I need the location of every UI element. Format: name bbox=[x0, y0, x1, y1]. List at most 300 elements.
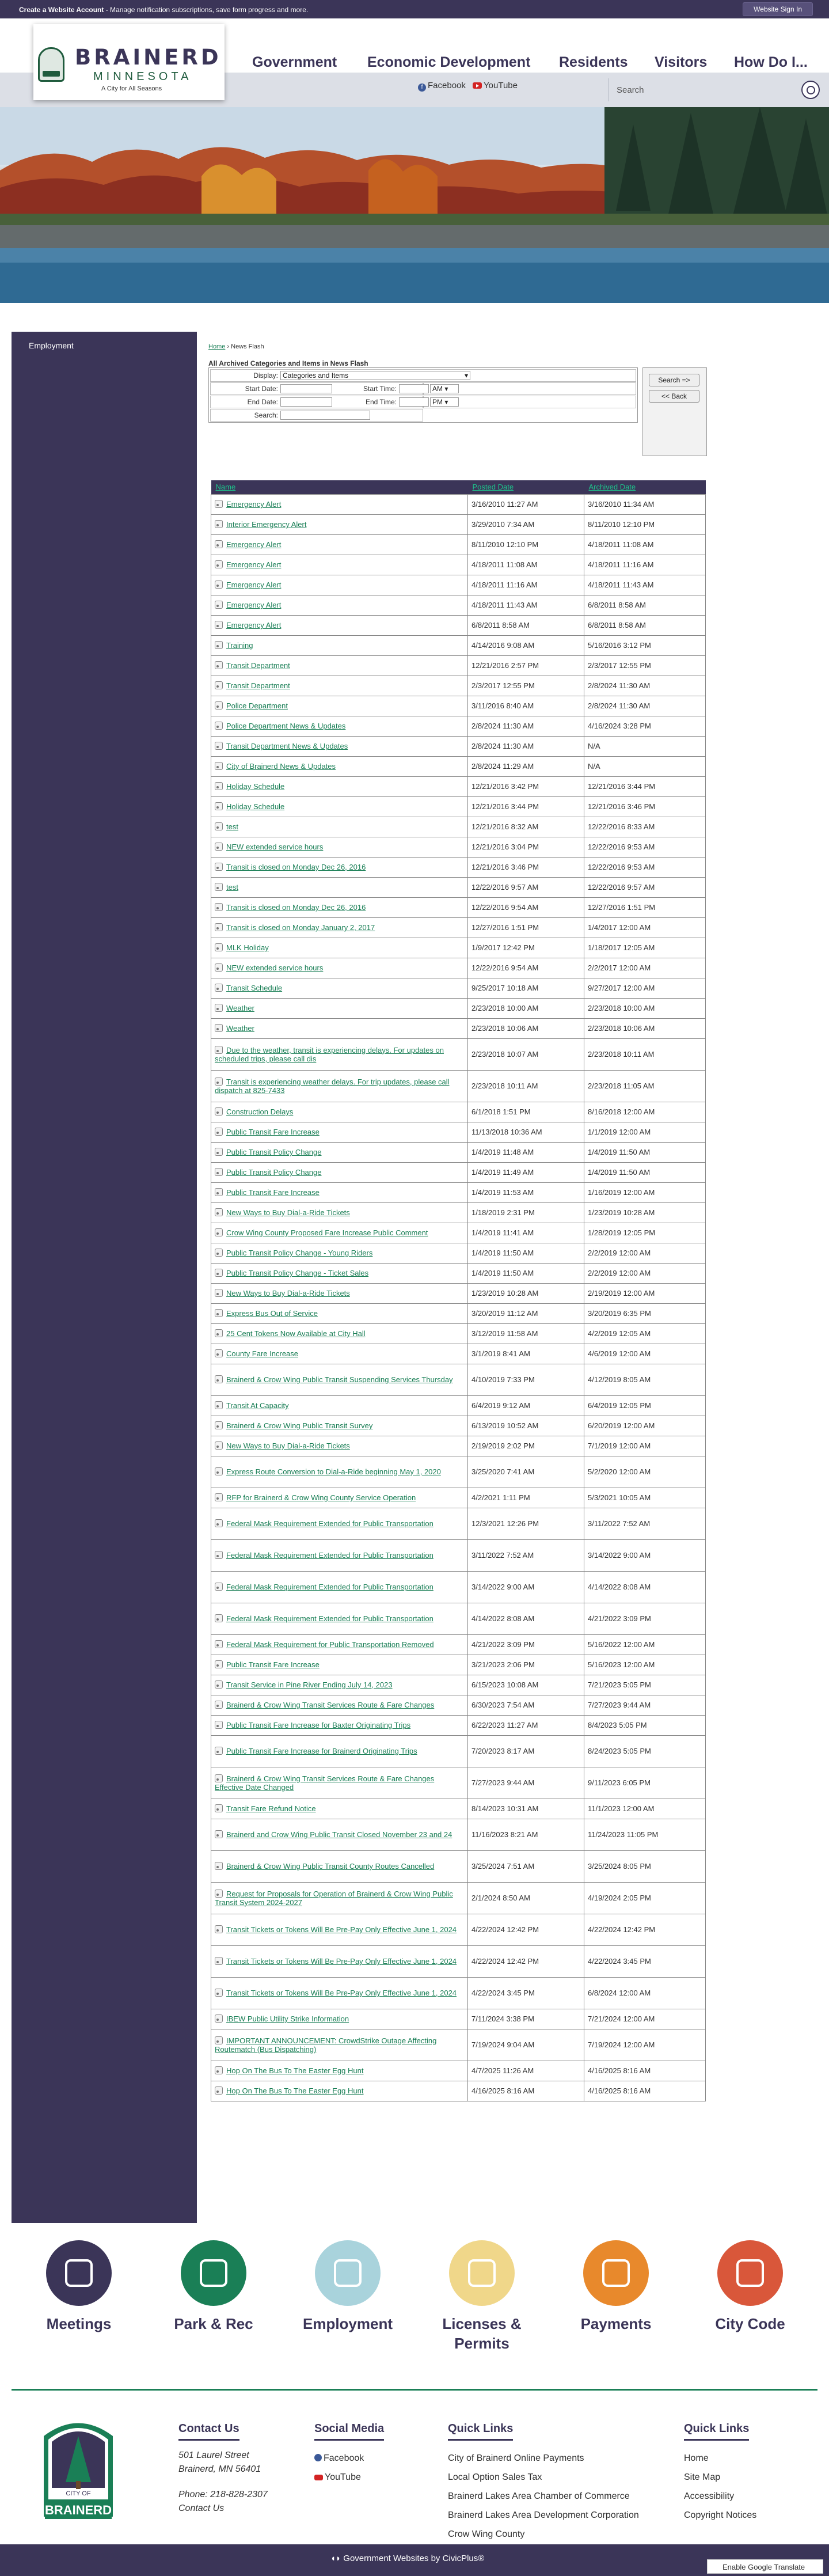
logo-state: MINNESOTA bbox=[93, 70, 192, 83]
posted-date-cell: 2/8/2024 11:29 AM bbox=[468, 756, 584, 776]
news-item-icon bbox=[215, 1804, 223, 1812]
quicklink-circle bbox=[717, 2240, 783, 2306]
posted-date-cell: 4/18/2011 11:43 AM bbox=[468, 595, 584, 615]
google-translate-button[interactable]: Enable Google Translate bbox=[707, 2559, 823, 2574]
youtube-link[interactable] bbox=[468, 81, 518, 90]
footer-link[interactable]: City of Brainerd Online Payments bbox=[448, 2453, 584, 2463]
archived-date-cell: 7/27/2023 9:44 AM bbox=[584, 1695, 706, 1715]
news-item-link[interactable]: Weather bbox=[226, 1004, 254, 1012]
news-item-link[interactable]: Emergency Alert bbox=[226, 621, 282, 629]
posted-date-cell: 1/4/2019 11:50 AM bbox=[468, 1263, 584, 1283]
news-item-link[interactable]: Police Department News & Updates bbox=[226, 722, 346, 730]
quicklink-circle bbox=[46, 2240, 112, 2306]
archived-date-cell: 2/8/2024 11:30 AM bbox=[584, 696, 706, 716]
search-input[interactable]: Search bbox=[617, 85, 644, 95]
news-item-link[interactable]: NEW extended service hours bbox=[226, 843, 324, 851]
archived-date-cell: 5/16/2022 12:00 AM bbox=[584, 1634, 706, 1655]
news-item-link[interactable]: Request for Proposals for Operation of Brainerd & Crow Wing Public Transit System 2024-2027 bbox=[215, 1889, 453, 1907]
quicklink-employment[interactable] bbox=[290, 2240, 405, 2334]
news-item-link[interactable]: Transit Department bbox=[226, 661, 290, 670]
news-item-link[interactable]: Federal Mask Requirement Extended for Public Transportation bbox=[226, 1614, 433, 1623]
archived-date-cell: 2/23/2018 11:05 AM bbox=[584, 1070, 706, 1102]
footer-quick-links-2 bbox=[684, 2422, 756, 2525]
archived-date-cell: 6/20/2019 12:00 AM bbox=[584, 1416, 706, 1436]
row-name-cell bbox=[211, 817, 468, 837]
table-row bbox=[211, 514, 706, 534]
table-row bbox=[211, 494, 706, 514]
news-item-link[interactable]: Transit Department News & Updates bbox=[226, 742, 348, 750]
table-row bbox=[211, 1539, 706, 1571]
news-item-link[interactable]: Transit Schedule bbox=[226, 984, 283, 992]
posted-date-cell: 6/22/2023 11:27 AM bbox=[468, 1715, 584, 1735]
archived-date-cell: 11/1/2023 12:00 AM bbox=[584, 1799, 706, 1819]
row-name-cell bbox=[211, 2061, 468, 2081]
archived-date-cell: 6/8/2011 8:58 AM bbox=[584, 595, 706, 615]
briefcase-icon bbox=[334, 2259, 362, 2287]
news-item-link[interactable]: Holiday Schedule bbox=[226, 782, 285, 791]
page-title: All Archived Categories and Items in News Flash bbox=[208, 359, 368, 367]
archived-date-cell: 1/1/2019 12:00 AM bbox=[584, 1122, 706, 1142]
posted-date-cell: 3/14/2022 9:00 AM bbox=[468, 1571, 584, 1603]
money-icon bbox=[602, 2259, 630, 2287]
account-message[interactable] bbox=[19, 6, 308, 14]
news-item-icon bbox=[215, 822, 223, 830]
nav-residents[interactable]: Residents bbox=[559, 54, 628, 70]
news-item-link[interactable]: Federal Mask Requirement for Public Transportation Removed bbox=[226, 1640, 434, 1649]
start-time-label: Start Time: bbox=[363, 385, 397, 393]
news-item-icon bbox=[215, 1830, 223, 1838]
news-item-link[interactable]: Transit Service in Pine River Ending July 14, 2023 bbox=[226, 1680, 393, 1689]
posted-date-cell: 6/1/2018 1:51 PM bbox=[468, 1102, 584, 1122]
news-item-link[interactable]: Brainerd and Crow Wing Public Transit Closed November 23 and 24 bbox=[226, 1830, 452, 1839]
posted-date-cell: 4/7/2025 11:26 AM bbox=[468, 2061, 584, 2081]
archived-date-cell: 1/23/2019 10:28 AM bbox=[584, 1202, 706, 1223]
posted-date-cell: 6/13/2019 10:52 AM bbox=[468, 1416, 584, 1436]
row-name-cell bbox=[211, 534, 468, 555]
news-item-link[interactable]: Federal Mask Requirement Extended for Public Transportation bbox=[226, 1551, 433, 1560]
archived-date-cell: N/A bbox=[584, 736, 706, 756]
posted-date-cell: 8/14/2023 10:31 AM bbox=[468, 1799, 584, 1819]
back-button[interactable]: << Back bbox=[649, 390, 699, 403]
archived-date-cell: 5/2/2020 12:00 AM bbox=[584, 1456, 706, 1488]
news-item-link[interactable]: Transit Department bbox=[226, 681, 290, 690]
footer-link[interactable]: Site Map bbox=[684, 2472, 721, 2482]
news-item-link[interactable]: IMPORTANT ANNOUNCEMENT: CrowdStrike Outage Affecting Routematch (Bus Dispatching) bbox=[215, 2036, 437, 2054]
posted-date-cell: 12/3/2021 12:26 PM bbox=[468, 1508, 584, 1539]
search-label: Search: bbox=[254, 411, 278, 419]
table-row bbox=[211, 1122, 706, 1142]
news-item-link[interactable]: RFP for Brainerd & Crow Wing County Service Operation bbox=[226, 1493, 416, 1502]
archived-date-cell: 1/18/2017 12:05 AM bbox=[584, 938, 706, 958]
nav-government[interactable]: Government bbox=[252, 54, 337, 70]
news-item-link[interactable]: NEW extended service hours bbox=[226, 963, 324, 972]
footer-link[interactable]: Brainerd Lakes Area Chamber of Commerce bbox=[448, 2491, 630, 2501]
end-date-input[interactable] bbox=[280, 397, 332, 407]
news-item-link[interactable]: Construction Delays bbox=[226, 1107, 294, 1116]
news-item-link[interactable]: Public Transit Policy Change - Young Riders bbox=[226, 1249, 373, 1257]
news-item-icon bbox=[215, 1890, 223, 1898]
table-row bbox=[211, 1344, 706, 1364]
news-item-link[interactable]: Public Transit Fare Increase bbox=[226, 1188, 320, 1197]
row-name-cell bbox=[211, 1364, 468, 1395]
posted-date-cell: 1/9/2017 12:42 PM bbox=[468, 938, 584, 958]
table-row bbox=[211, 1018, 706, 1038]
posted-date-cell: 7/19/2024 9:04 AM bbox=[468, 2029, 584, 2061]
row-name-cell bbox=[211, 2029, 468, 2061]
news-item-icon bbox=[215, 923, 223, 931]
quicklink-label: Payments bbox=[580, 2315, 652, 2332]
row-name-cell bbox=[211, 1695, 468, 1715]
archived-date-cell: 2/2/2019 12:00 AM bbox=[584, 1263, 706, 1283]
footer-facebook-link[interactable] bbox=[314, 2449, 384, 2468]
end-time-label: End Time: bbox=[365, 398, 397, 406]
quicklink-label: Park & Rec bbox=[174, 2315, 253, 2332]
row-name-cell bbox=[211, 1395, 468, 1416]
row-name-cell bbox=[211, 1223, 468, 1243]
row-name-cell bbox=[211, 1102, 468, 1122]
news-item-link[interactable]: Public Transit Fare Increase for Brainerd Originating Trips bbox=[226, 1747, 417, 1755]
bottom-credit-bar bbox=[0, 2544, 829, 2576]
row-name-cell bbox=[211, 1735, 468, 1767]
archived-date-cell: 8/24/2023 5:05 PM bbox=[584, 1735, 706, 1767]
search-button[interactable]: Search => bbox=[649, 374, 699, 386]
column-posted-date[interactable]: Posted Date bbox=[468, 480, 584, 494]
archived-date-cell: 12/21/2016 3:46 PM bbox=[584, 796, 706, 817]
end-date-label: End Date: bbox=[247, 398, 278, 406]
news-item-link[interactable]: Brainerd & Crow Wing Transit Services Route & Fare Changes Effective Date Changed bbox=[215, 1774, 435, 1792]
news-item-link[interactable]: Emergency Alert bbox=[226, 560, 282, 569]
news-item-icon bbox=[215, 1208, 223, 1216]
row-name-cell bbox=[211, 1603, 468, 1634]
row-name-cell bbox=[211, 1675, 468, 1695]
table-row bbox=[211, 1977, 706, 2009]
quicklink-licenses-permits[interactable] bbox=[424, 2240, 539, 2353]
hero-banner-image bbox=[0, 107, 829, 303]
archived-date-cell: 1/16/2019 12:00 AM bbox=[584, 1182, 706, 1202]
table-row bbox=[211, 938, 706, 958]
seal-name-text: BRAINERD bbox=[44, 2503, 112, 2517]
news-item-link[interactable]: Training bbox=[226, 641, 253, 650]
news-item-link[interactable]: Public Transit Fare Increase bbox=[226, 1128, 320, 1136]
posted-date-cell: 3/25/2020 7:41 AM bbox=[468, 1456, 584, 1488]
posted-date-cell: 6/15/2023 10:08 AM bbox=[468, 1675, 584, 1695]
breadcrumb-separator: › bbox=[225, 343, 231, 350]
footer-youtube-link[interactable] bbox=[314, 2468, 384, 2487]
news-item-link[interactable]: MLK Holiday bbox=[226, 943, 269, 952]
news-item-link[interactable]: Express Bus Out of Service bbox=[226, 1309, 318, 1318]
nav-how-do-i[interactable]: How Do I... bbox=[734, 54, 808, 70]
start-date-input[interactable] bbox=[280, 384, 332, 393]
seal-top-text: CITY OF bbox=[66, 2490, 91, 2497]
civicplus-credit-text: Government Websites by CivicPlus® bbox=[343, 2554, 485, 2563]
contact-us-link[interactable]: Contact Us bbox=[178, 2503, 225, 2513]
city-seal-logo[interactable] bbox=[38, 2413, 119, 2528]
column-name[interactable]: Name bbox=[211, 480, 468, 494]
row-name-cell bbox=[211, 1182, 468, 1202]
posted-date-cell: 3/29/2010 7:34 AM bbox=[468, 514, 584, 534]
column-archived-date[interactable]: Archived Date bbox=[584, 480, 706, 494]
news-item-link[interactable]: Transit is experiencing weather delays. For trip updates, please call dispatch at 825-7433 bbox=[215, 1077, 450, 1095]
news-item-icon bbox=[215, 1957, 223, 1965]
archive-search-input[interactable] bbox=[280, 411, 370, 420]
row-name-cell bbox=[211, 1850, 468, 1882]
archived-date-cell: 2/23/2018 10:06 AM bbox=[584, 1018, 706, 1038]
archived-date-cell: 3/20/2019 6:35 PM bbox=[584, 1303, 706, 1323]
logo-seal-icon bbox=[38, 47, 64, 82]
row-name-cell bbox=[211, 857, 468, 877]
row-name-cell bbox=[211, 1122, 468, 1142]
news-item-link[interactable]: Brainerd & Crow Wing Public Transit County Routes Cancelled bbox=[226, 1862, 435, 1871]
archived-date-cell: 7/19/2024 12:00 AM bbox=[584, 2029, 706, 2061]
news-item-link[interactable]: Transit is closed on Monday January 2, 2017 bbox=[226, 923, 375, 932]
row-name-cell bbox=[211, 514, 468, 534]
archive-table bbox=[211, 480, 706, 2101]
archived-date-cell: 7/21/2024 12:00 AM bbox=[584, 2009, 706, 2029]
archived-date-cell: 4/16/2025 8:16 AM bbox=[584, 2081, 706, 2101]
news-item-link[interactable]: Express Route Conversion to Dial-a-Ride beginning May 1, 2020 bbox=[226, 1467, 441, 1476]
news-item-link[interactable]: Hop On The Bus To The Easter Egg Hunt bbox=[226, 2066, 364, 2075]
row-name-cell bbox=[211, 1243, 468, 1263]
table-row bbox=[211, 1695, 706, 1715]
news-item-link[interactable]: Public Transit Policy Change - Ticket Sales bbox=[226, 1269, 369, 1277]
posted-date-cell: 6/8/2011 8:58 AM bbox=[468, 615, 584, 635]
city-logo[interactable] bbox=[33, 24, 225, 100]
table-row bbox=[211, 1456, 706, 1488]
archived-date-cell: 5/16/2023 12:00 AM bbox=[584, 1655, 706, 1675]
news-item-icon bbox=[215, 1614, 223, 1622]
table-row bbox=[211, 595, 706, 615]
archived-date-cell: 12/22/2016 9:53 AM bbox=[584, 837, 706, 857]
posted-date-cell: 4/2/2021 1:11 PM bbox=[468, 1488, 584, 1508]
row-name-cell bbox=[211, 716, 468, 736]
posted-date-cell: 12/21/2016 2:57 PM bbox=[468, 655, 584, 676]
archived-date-cell: 4/2/2019 12:05 AM bbox=[584, 1323, 706, 1344]
news-item-link[interactable]: Brainerd & Crow Wing Transit Services Route & Fare Changes bbox=[226, 1701, 435, 1709]
table-row bbox=[211, 917, 706, 938]
news-item-link[interactable]: Emergency Alert bbox=[226, 601, 282, 609]
news-item-link[interactable]: Transit is closed on Monday Dec 26, 2016 bbox=[226, 863, 366, 871]
table-row bbox=[211, 776, 706, 796]
news-item-link[interactable]: New Ways to Buy Dial-a-Ride Tickets bbox=[226, 1441, 350, 1450]
table-row bbox=[211, 1323, 706, 1344]
news-item-link[interactable]: Brainerd & Crow Wing Public Transit Survey bbox=[226, 1421, 373, 1430]
quicklink-park-rec[interactable] bbox=[156, 2240, 271, 2334]
table-row bbox=[211, 1142, 706, 1162]
news-item-link[interactable]: Holiday Schedule bbox=[226, 802, 285, 811]
news-item-link[interactable]: Emergency Alert bbox=[226, 540, 282, 549]
row-name-cell bbox=[211, 917, 468, 938]
archived-date-cell: 1/4/2017 12:00 AM bbox=[584, 917, 706, 938]
facebook-link[interactable] bbox=[418, 81, 466, 90]
end-ampm-select[interactable]: PM ▾ bbox=[430, 397, 459, 407]
contact-phone: Phone: 218-828-2307 bbox=[178, 2490, 268, 2499]
display-select-value: Categories and Items bbox=[283, 371, 349, 380]
footer-link[interactable]: Local Option Sales Tax bbox=[448, 2472, 542, 2482]
news-item-icon bbox=[215, 843, 223, 851]
news-item-icon bbox=[215, 1046, 223, 1054]
archived-date-cell: 4/6/2019 12:00 AM bbox=[584, 1344, 706, 1364]
row-name-cell bbox=[211, 655, 468, 676]
archived-date-cell: 5/3/2021 10:05 AM bbox=[584, 1488, 706, 1508]
news-item-link[interactable]: test bbox=[226, 883, 238, 891]
start-time-input[interactable] bbox=[399, 384, 429, 393]
archived-date-cell: 12/22/2016 9:57 AM bbox=[584, 877, 706, 897]
table-row bbox=[211, 1945, 706, 1977]
civicplus-credit-link[interactable] bbox=[330, 2554, 484, 2563]
row-name-cell bbox=[211, 756, 468, 776]
archived-date-cell: 4/16/2024 3:28 PM bbox=[584, 716, 706, 736]
news-item-link[interactable]: Public Transit Policy Change bbox=[226, 1168, 322, 1177]
posted-date-cell: 3/1/2019 8:41 AM bbox=[468, 1344, 584, 1364]
row-name-cell bbox=[211, 796, 468, 817]
news-item-icon bbox=[215, 2036, 223, 2044]
news-item-icon bbox=[215, 641, 223, 649]
footer-link[interactable]: Brainerd Lakes Area Development Corporation bbox=[448, 2510, 639, 2520]
row-name-cell bbox=[211, 1070, 468, 1102]
archived-date-cell: 1/28/2019 12:05 PM bbox=[584, 1223, 706, 1243]
news-item-link[interactable]: Hop On The Bus To The Easter Egg Hunt bbox=[226, 2086, 364, 2095]
civicplus-icon: ◖◗ bbox=[330, 2554, 344, 2563]
start-ampm-select[interactable]: AM ▾ bbox=[430, 384, 459, 393]
quicklink-city-code[interactable] bbox=[693, 2240, 808, 2334]
footer-link[interactable]: Crow Wing County bbox=[448, 2529, 525, 2539]
posted-date-cell: 11/16/2023 8:21 AM bbox=[468, 1819, 584, 1850]
sidebar-item-employment[interactable]: Employment bbox=[29, 341, 74, 350]
news-item-icon bbox=[215, 1493, 223, 1501]
news-item-link[interactable]: Weather bbox=[226, 1024, 254, 1033]
posted-date-cell: 12/21/2016 3:46 PM bbox=[468, 857, 584, 877]
table-row bbox=[211, 1882, 706, 1914]
news-item-link[interactable]: Brainerd & Crow Wing Public Transit Suspending Services Thursday bbox=[226, 1375, 453, 1384]
logo-tagline: A City for All Seasons bbox=[101, 85, 162, 92]
posted-date-cell: 4/14/2022 8:08 AM bbox=[468, 1603, 584, 1634]
news-item-link[interactable]: test bbox=[226, 822, 238, 831]
table-row bbox=[211, 978, 706, 998]
news-item-icon bbox=[215, 984, 223, 992]
table-row bbox=[211, 1914, 706, 1945]
row-name-cell bbox=[211, 1571, 468, 1603]
news-item-icon bbox=[215, 1004, 223, 1012]
document-icon bbox=[468, 2259, 496, 2287]
row-name-cell bbox=[211, 1344, 468, 1364]
sign-in-button[interactable]: Website Sign In bbox=[743, 2, 813, 16]
footer-link[interactable]: Copyright Notices bbox=[684, 2510, 757, 2520]
archived-date-cell: 2/2/2019 12:00 AM bbox=[584, 1243, 706, 1263]
display-select[interactable] bbox=[280, 371, 470, 380]
posted-date-cell: 4/22/2024 12:42 PM bbox=[468, 1945, 584, 1977]
news-item-link[interactable]: Public Transit Policy Change bbox=[226, 1148, 322, 1156]
quicklink-payments[interactable] bbox=[558, 2240, 674, 2334]
row-name-cell bbox=[211, 1799, 468, 1819]
row-name-cell bbox=[211, 615, 468, 635]
row-name-cell bbox=[211, 1914, 468, 1945]
archived-date-cell: 3/11/2022 7:52 AM bbox=[584, 1508, 706, 1539]
news-item-link[interactable]: Transit Tickets or Tokens Will Be Pre-Pay Only Effective June 1, 2024 bbox=[226, 1989, 457, 1997]
news-item-link[interactable]: City of Brainerd News & Updates bbox=[226, 762, 336, 771]
footer-link[interactable]: Accessibility bbox=[684, 2491, 735, 2501]
nav-visitors[interactable]: Visitors bbox=[655, 54, 708, 70]
filter-buttons bbox=[642, 367, 707, 456]
news-item-link[interactable]: Federal Mask Requirement Extended for Public Transportation bbox=[226, 1519, 433, 1528]
table-row bbox=[211, 756, 706, 776]
archived-date-cell: 9/11/2023 6:05 PM bbox=[584, 1767, 706, 1799]
news-item-link[interactable]: County Fare Increase bbox=[226, 1349, 299, 1358]
nav-economic-development[interactable]: Economic Development bbox=[367, 54, 531, 70]
end-ampm-value: PM bbox=[432, 398, 443, 406]
news-item-link[interactable]: Due to the weather, transit is experiencing delays. For updates on scheduled trips, please call dis bbox=[215, 1045, 444, 1063]
news-item-link[interactable]: New Ways to Buy Dial-a-Ride Tickets bbox=[226, 1289, 350, 1298]
news-item-icon bbox=[215, 1989, 223, 1997]
row-name-cell bbox=[211, 1945, 468, 1977]
row-name-cell bbox=[211, 1436, 468, 1456]
posted-date-cell: 3/11/2022 7:52 AM bbox=[468, 1539, 584, 1571]
news-item-link[interactable]: New Ways to Buy Dial-a-Ride Tickets bbox=[226, 1208, 350, 1217]
start-ampm-value: AM bbox=[432, 385, 443, 393]
contact-street: 501 Laurel Street bbox=[178, 2450, 249, 2460]
table-row bbox=[211, 1223, 706, 1243]
news-item-link[interactable]: Public Transit Fare Increase for Baxter Originating Trips bbox=[226, 1721, 411, 1729]
row-name-cell bbox=[211, 1283, 468, 1303]
news-item-icon bbox=[215, 963, 223, 972]
news-item-link[interactable]: Interior Emergency Alert bbox=[226, 520, 307, 529]
display-label: Display: bbox=[253, 371, 278, 380]
table-row bbox=[211, 1675, 706, 1695]
create-account-link[interactable]: Create a Website Account bbox=[19, 6, 104, 14]
news-item-link[interactable]: 25 Cent Tokens Now Available at City Hall bbox=[226, 1329, 366, 1338]
posted-date-cell: 4/22/2024 12:42 PM bbox=[468, 1914, 584, 1945]
footer-link[interactable]: Home bbox=[684, 2453, 709, 2463]
quick-links-heading: Quick Links bbox=[448, 2422, 513, 2441]
news-item-link[interactable]: Transit At Capacity bbox=[226, 1401, 289, 1410]
news-item-link[interactable]: Public Transit Fare Increase bbox=[226, 1660, 320, 1669]
quicklink-meetings[interactable] bbox=[21, 2240, 136, 2334]
news-item-icon bbox=[215, 1168, 223, 1176]
table-row bbox=[211, 1603, 706, 1634]
posted-date-cell: 4/10/2019 7:33 PM bbox=[468, 1364, 584, 1395]
news-item-link[interactable]: Transit is closed on Monday Dec 26, 2016 bbox=[226, 903, 366, 912]
news-item-link[interactable]: Emergency Alert bbox=[226, 500, 282, 509]
row-name-cell bbox=[211, 1038, 468, 1070]
table-row bbox=[211, 897, 706, 917]
search-icon[interactable] bbox=[801, 81, 820, 99]
news-item-icon bbox=[215, 1349, 223, 1357]
row-name-cell bbox=[211, 1263, 468, 1283]
news-item-link[interactable]: Transit Tickets or Tokens Will Be Pre-Pay Only Effective June 1, 2024 bbox=[226, 1925, 457, 1934]
posted-date-cell: 11/13/2018 10:36 AM bbox=[468, 1122, 584, 1142]
news-item-link[interactable]: Transit Fare Refund Notice bbox=[226, 1804, 316, 1813]
news-item-link[interactable]: Transit Tickets or Tokens Will Be Pre-Pay Only Effective June 1, 2024 bbox=[226, 1957, 457, 1966]
breadcrumb-home[interactable]: Home bbox=[208, 343, 226, 350]
posted-date-cell: 12/21/2016 3:42 PM bbox=[468, 776, 584, 796]
table-row bbox=[211, 1488, 706, 1508]
table-row bbox=[211, 1182, 706, 1202]
news-item-link[interactable]: IBEW Public Utility Strike Information bbox=[226, 2014, 349, 2023]
news-item-link[interactable]: Federal Mask Requirement Extended for Public Transportation bbox=[226, 1583, 433, 1591]
news-item-link[interactable]: Emergency Alert bbox=[226, 581, 282, 589]
news-item-icon bbox=[215, 1078, 223, 1086]
table-row bbox=[211, 817, 706, 837]
contact-city: Brainerd, MN 56401 bbox=[178, 2464, 261, 2474]
row-name-cell bbox=[211, 1882, 468, 1914]
chevron-down-icon: ▾ bbox=[464, 371, 468, 380]
table-row bbox=[211, 1767, 706, 1799]
row-name-cell bbox=[211, 1488, 468, 1508]
autumn-lake-image bbox=[0, 107, 829, 303]
news-item-link[interactable]: Police Department bbox=[226, 701, 288, 710]
end-time-input[interactable] bbox=[399, 397, 429, 407]
archived-date-cell: 4/12/2019 8:05 AM bbox=[584, 1364, 706, 1395]
news-item-link[interactable]: Crow Wing County Proposed Fare Increase Public Comment bbox=[226, 1228, 428, 1237]
